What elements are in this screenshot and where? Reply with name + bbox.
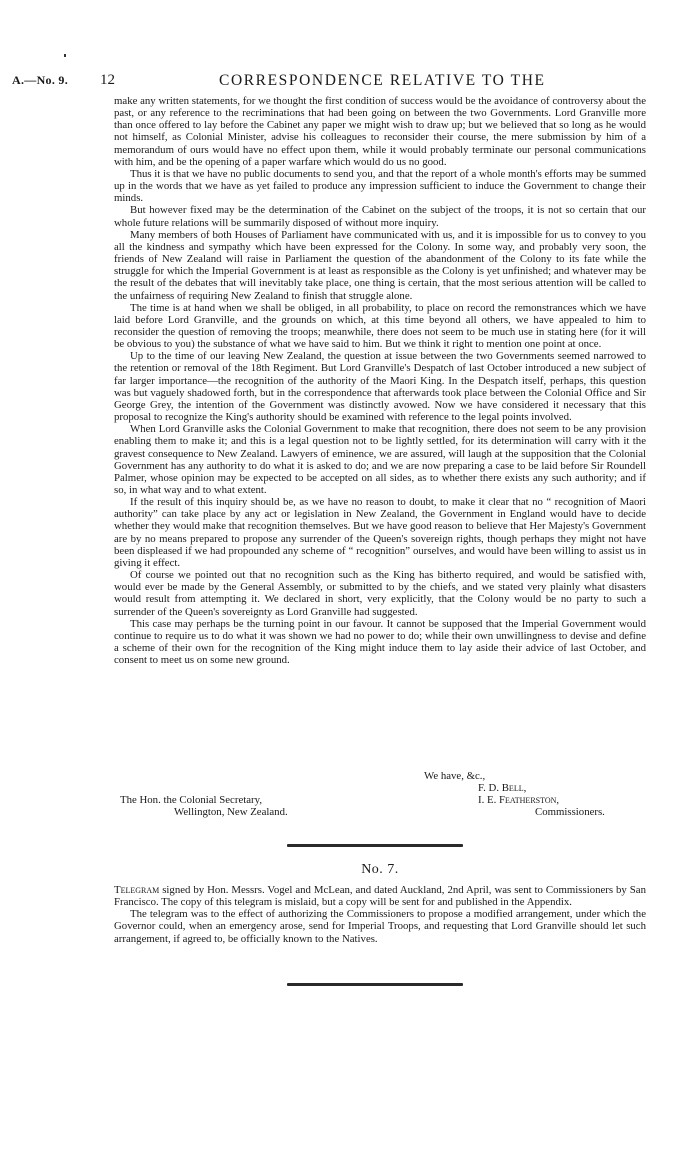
- page-number: 12: [100, 72, 115, 88]
- signatory-role: Commissioners.: [535, 806, 605, 818]
- section-divider: [287, 844, 463, 847]
- addressee-line-1: The Hon. the Colonial Secretary,: [120, 794, 263, 806]
- page-header: [12, 71, 684, 91]
- letter-body: [114, 95, 646, 666]
- lead-word: Telegram: [114, 884, 160, 896]
- paragraph: This case may perhaps be the turning point in our favour. It cannot be supposed that the Imperial Government would continue to require us to do what it was shown we had no power to do; while their own unwillingness to devise and define a scheme of their own for the recognition of the King might induce them to lay aside their advice of last October, and consent to meet us on some new ground.: [114, 617, 646, 667]
- paragraph: If the result of this inquiry should be, as we have no reason to doubt, to make it clear that no “ recognition of Maori authority” can take place by any act or legislation in New Zealand, the Government in England would have to decide whether they would make that recognition themselves. But we have good reason to believe that Her Majesty's Government are by no means prepared to propose any surrender of the Queen's sovereign rights, though perhaps they might not have been displeased if we had propounded any scheme of “ recognition” ourselves, and would have been willing to assist us in giving it effect.: [114, 496, 646, 569]
- signatory-featherston: I. E. Featherston,: [478, 794, 560, 806]
- margin-mark: [64, 54, 66, 57]
- section-divider-bottom: [287, 983, 463, 986]
- paragraph: Thus it is that we have no public documents to send you, and that the report of a whole month's efforts may be summed up in the words that we have as yet failed to produce any impression sufficient to induce the Government to change their minds.: [114, 167, 646, 205]
- telegram-section: [114, 884, 646, 945]
- paragraph: [114, 884, 646, 908]
- salutation: We have, &c.,: [424, 770, 486, 782]
- paragraph-text: signed by Hon. Messrs. Vogel and McLean, and dated Auckland, 2nd April, was sent to Commissioners by San Francisco. The copy of this telegram is mislaid, but a copy will be sent for and published in the Appendix.: [114, 884, 646, 909]
- signatory-bell: F. D. Bell,: [478, 782, 527, 794]
- paragraph: Many members of both Houses of Parliament have communicated with us, and it is impossible for us to convey to you all the kindness and sympathy which have been expressed for the Colony. In some way, and probably very soon, the friends of New Zealand will raise in Parliament the question of the abandonment of the Colony to its fate while the struggle for which the Imperial Government is at least as responsible as the Colony is yet unfinished; and whatever may be the result of the debates that will inevitably take place, one thing is certain, that the most serious attention will be called to the unfairness of requiring New Zealand to finish that struggle alone.: [114, 228, 646, 302]
- paragraph: make any written statements, for we thought the first condition of success would be the avoidance of controversy about the past, or any reference to the recriminations that had been going on between the two Governments. Lord Granville more than once offered to lay before the Cabinet any paper we might wish to draw up; but we believed that so long as he would not himself, as Colonial Minister, advise his colleagues to reconsider their course, the mere submission by him of a memorandum of ours would have no effect upon them, while it would probably terminate our personal communications with him, and be the opening of a paper warfare which would do us no good.: [114, 95, 646, 168]
- section-heading: No. 7.: [361, 862, 399, 877]
- document-reference: A.—No. 9.: [12, 73, 69, 87]
- addressee-line-2: Wellington, New Zealand.: [174, 806, 288, 818]
- paragraph: When Lord Granville asks the Colonial Government to make that recognition, there does not seem to be any provision enabling them to make it; and this is a legal question not to be lightly settled, for its determination will carry with it the gravest consequence to New Zealand. Lawyers of eminence, we are assured, will laugh at the supposition that the Colonial Government has any authority to do what it is asked to do; and we are now preparing a case to be laid before Sir Roundell Palmer, whose opinion may be expected to be accepted on all sides, as to whether there exists any such authority; and if so, in what way and to what extent.: [114, 423, 646, 496]
- running-title: CORRESPONDENCE RELATIVE TO THE: [219, 72, 546, 89]
- paragraph: But however fixed may be the determination of the Cabinet on the subject of the troops, it is not so certain that our whole future relations will be summarily disposed of without more inquiry.: [114, 204, 646, 229]
- paragraph: Of course we pointed out that no recognition such as the King has bitherto required, and would be satisfied with, would ever be made by the General Assembly, or submitted to by the chiefs, and we stated very plainly what disasters would result from attempting it. We declared in short, very explicitly, that the Colony would be no party to such a surrender of the Queen's sovereignty as Lord Granville had suggested.: [114, 569, 646, 618]
- paragraph: Up to the time of our leaving New Zealand, the question at issue between the two Governments seemed narrowed to the retention or removal of the 18th Regiment. But Lord Granville's Despatch of last October introduced a new subject of far larger importance—the recognition of the authority of the Maori King. In the Despatch itself, perhaps, this question was but vaguely shadowed forth, but in the correspondence that afterwards took place between the Colonial Office and Sir George Grey, the intention of the Government was distinctly avowed. Now we have considered it necessary that this proposal to recognize the King's authority should be examined with reference to the legal points involved.: [114, 350, 646, 424]
- paragraph: The time is at hand when we shall be obliged, in all probability, to place on record the remonstrances which we have laid before Lord Granville, and the grounds on which, at this time beyond all others, we have appealed to him to reconsider the question of removing the troops; meanwhile, there does not seem to be much use in stating here (for it will be obvious to you) the substance of what we have said to him. But we think it right to mention one point at once.: [114, 301, 646, 351]
- paragraph: The telegram was to the effect of authorizing the Commissioners to propose a modified arrangement, under which the Governor could, when an emergency arose, send for Imperial Troops, and requesting that Lord Granville should let such arrangement, if agreed to, be officially known to the Natives.: [114, 908, 646, 945]
- letter-closing: [114, 770, 646, 826]
